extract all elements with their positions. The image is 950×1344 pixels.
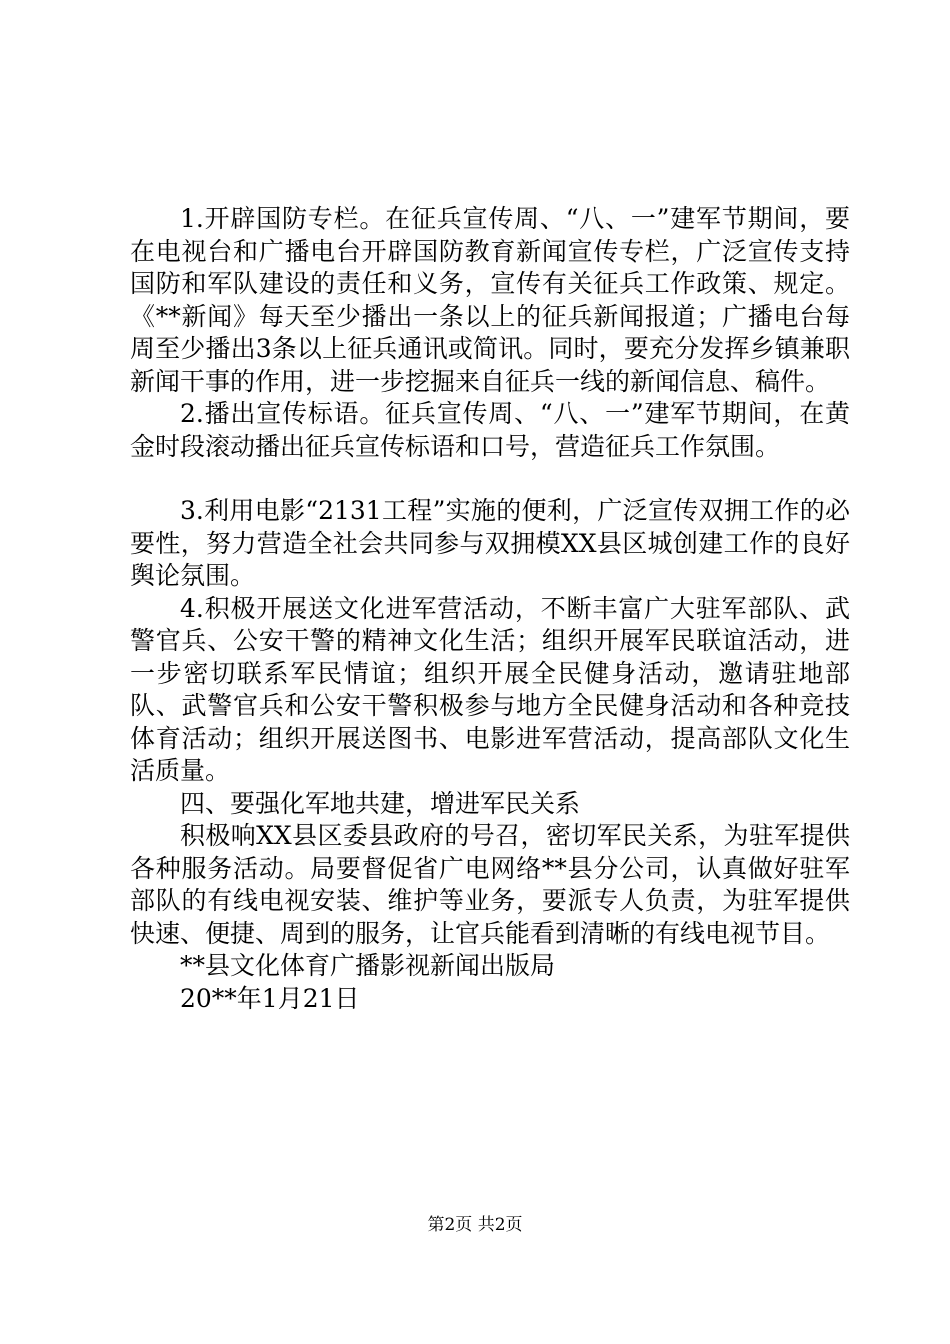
paragraph-3: 3.利用电影“2131工程”实施的便利，广泛宣传双拥工作的必要性，努力营造全社会共同参与双拥模XX县区城创建工作的良好舆论氛围。 [130,496,850,590]
page-footer: 第2页 共2页 [427,1215,523,1235]
paragraph-gap [130,463,850,495]
signature-date: 20**年1月21日 [180,983,360,1013]
section-heading: 四、要强化军地共建，增进军民关系 [180,788,581,818]
paragraph-1: 1.开辟国防专栏。在征兵宣传周、“八、一”建军节期间，要在电视台和广播电台开辟国防教育新闻宣传专栏，广泛宣传支持国防和军队建设的责任和义务，宣传有关征兵工作政策、规定。《**新闻》每天至少播出一条以上的征兵新闻报道；广播电台每周至少播出3条以上征兵通讯或简讯。同时，要充分发挥乡镇兼职新闻干事的作用，进一步挖掘来自征兵一线的新闻信息、稿件。 [130,204,850,396]
signature-organization: **县文化体育广播影视新闻出版局 [180,951,556,980]
paragraph-2: 2.播出宣传标语。征兵宣传周、“八、一”建军节期间，在黄金时段滚动播出征兵宣传标语和口号，营造征兵工作氛围。 [130,399,850,461]
paragraph-5: 积极响XX县区委县政府的号召，密切军民关系，为驻军提供各种服务活动。局要督促省广电网络**县分公司，认真做好驻军部队的有线电视安装、维护等业务，要派专人负责，为驻军提供快速、便捷、周到的服务，让官兵能看到清晰的有线电视节目。 [130,821,850,948]
document-body [130,203,850,1015]
paragraph-4: 4.积极开展送文化进军营活动，不断丰富广大驻军部队、武警官兵、公安干警的精神文化生活；组织开展军民联谊活动，进一步密切联系军民情谊；组织开展全民健身活动，邀请驻地部队、武警官兵和公安干警积极参与地方全民健身活动和各种竞技体育活动；组织开展送图书、电影进军营活动，提高部队文化生活质量。 [130,593,850,785]
